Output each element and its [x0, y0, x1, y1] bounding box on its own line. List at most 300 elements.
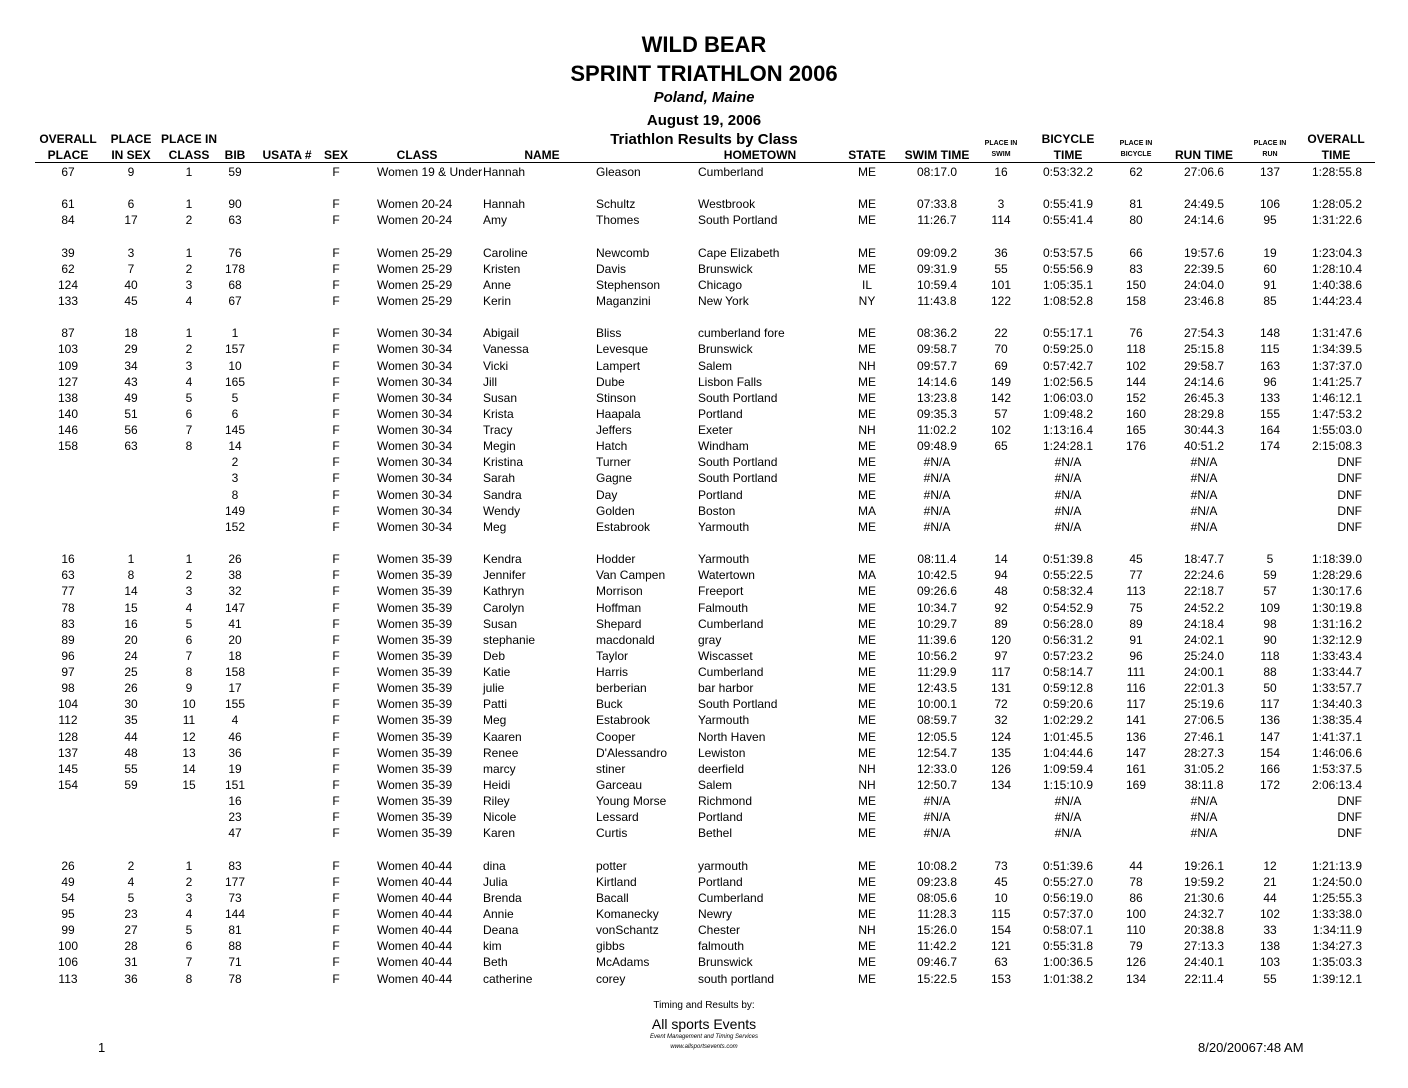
- cell-place-in-swim: 101: [990, 277, 1012, 292]
- cell-place-in-sex: 63: [124, 439, 138, 454]
- cell-bicycle-time: 1:06:03.0: [1042, 390, 1094, 405]
- cell-place-in-class: 7: [185, 648, 193, 663]
- cell-run-time: 22:24.6: [1183, 568, 1225, 583]
- cell-place-in-sex: 26: [124, 681, 138, 696]
- cell-first-name: Deb: [483, 648, 506, 663]
- timing-company: All sports Events: [651, 1016, 757, 1032]
- cell-run-time: 24:04.0: [1183, 277, 1225, 292]
- cell-run-time: 25:24.0: [1183, 648, 1225, 663]
- cell-class: Women 30-34: [377, 406, 453, 421]
- cell-overall-place: 63: [61, 568, 75, 583]
- cell-swim-time: 12:43.5: [916, 681, 958, 696]
- cell-swim-time: #N/A: [923, 455, 951, 470]
- cell-place-in-class: 1: [185, 326, 193, 341]
- cell-state: ME: [858, 971, 876, 986]
- cell-swim-time: 15:22.5: [916, 971, 958, 986]
- cell-first-name: Anne: [483, 277, 512, 292]
- header-place-sex-1: PLACE: [110, 132, 152, 146]
- cell-bib: 46: [228, 729, 242, 744]
- cell-sex: F: [332, 665, 340, 680]
- cell-place-in-class: 8: [185, 971, 193, 986]
- page-number: 1: [98, 1040, 106, 1055]
- cell-swim-time: 12:33.0: [916, 761, 958, 776]
- cell-overall-time: 1:28:10.4: [1311, 261, 1362, 276]
- cell-hometown: Newry: [698, 906, 733, 921]
- cell-run-time: 22:11.4: [1184, 971, 1224, 986]
- cell-swim-time: 08:59.7: [916, 713, 958, 728]
- cell-place-in-swim: 92: [994, 600, 1008, 615]
- cell-first-name: Meg: [483, 519, 507, 534]
- cell-sex: F: [332, 616, 340, 631]
- cell-overall-time: 1:34:39.5: [1311, 342, 1362, 357]
- cell-first-name: Sarah: [483, 471, 516, 486]
- cell-swim-time: 11:42.2: [917, 939, 957, 954]
- cell-place-in-sex: 15: [124, 600, 138, 615]
- table-row: [0, 567, 1408, 583]
- table-row: [0, 245, 1408, 261]
- cell-bib: 8: [231, 487, 239, 502]
- cell-hometown: Falmouth: [698, 600, 749, 615]
- cell-place-in-class: 4: [185, 906, 193, 921]
- cell-bicycle-time: 1:02:29.2: [1042, 713, 1094, 728]
- cell-overall-time: 2:06:13.4: [1311, 777, 1362, 792]
- cell-class: Women 35-39: [377, 600, 453, 615]
- cell-class: Women 35-39: [377, 616, 453, 631]
- cell-place-in-bicycle: 89: [1129, 616, 1143, 631]
- cell-hometown: New York: [698, 294, 749, 309]
- cell-place-in-class: 3: [185, 358, 193, 373]
- cell-sex: F: [332, 213, 340, 228]
- cell-place-in-run: 117: [1260, 697, 1280, 712]
- header-overall-time-2: TIME: [1321, 148, 1351, 162]
- table-row: [0, 712, 1408, 728]
- cell-overall-place: 96: [61, 648, 75, 663]
- cell-place-in-run: 33: [1263, 923, 1277, 938]
- cell-state: NY: [858, 294, 876, 309]
- cell-overall-place: 16: [61, 552, 75, 567]
- header-place-swim-1: PLACE IN: [984, 140, 1018, 147]
- cell-last-name: Estabrook: [596, 519, 651, 534]
- cell-sex: F: [332, 358, 340, 373]
- cell-state: MA: [858, 503, 876, 518]
- cell-first-name: Abigail: [483, 326, 520, 341]
- cell-swim-time: #N/A: [923, 826, 951, 841]
- header-usata: USATA #: [262, 148, 312, 162]
- cell-place-in-run: 172: [1259, 777, 1281, 792]
- cell-place-in-sex: 23: [124, 906, 138, 921]
- cell-state: ME: [858, 439, 876, 454]
- cell-overall-time: 1:30:19.8: [1311, 600, 1362, 615]
- cell-class: Women 35-39: [377, 648, 453, 663]
- cell-last-name: Stinson: [596, 390, 637, 405]
- cell-place-in-sex: 48: [124, 745, 138, 760]
- cell-state: ME: [858, 794, 876, 809]
- cell-first-name: Wendy: [483, 503, 521, 518]
- table-row: [0, 729, 1408, 745]
- cell-place-in-class: 5: [185, 616, 193, 631]
- table-row: [0, 487, 1408, 503]
- cell-hometown: Wiscasset: [698, 648, 753, 663]
- cell-hometown: North Haven: [698, 729, 766, 744]
- cell-place-in-bicycle: 147: [1125, 745, 1147, 760]
- cell-swim-time: 07:33.8: [916, 197, 958, 212]
- cell-first-name: Heidi: [483, 777, 511, 792]
- cell-bicycle-time: 1:01:45.5: [1042, 729, 1094, 744]
- cell-bib: 149: [224, 503, 246, 518]
- cell-state: ME: [858, 632, 876, 647]
- table-row: [0, 825, 1408, 841]
- cell-last-name: Turner: [596, 455, 631, 470]
- cell-place-in-swim: 114: [991, 213, 1011, 228]
- cell-swim-time: 11:02.2: [917, 423, 957, 438]
- cell-hometown: Brunswick: [698, 261, 753, 276]
- cell-run-time: 27:06.5: [1183, 713, 1225, 728]
- cell-sex: F: [332, 374, 340, 389]
- cell-class: Women 40-44: [377, 939, 453, 954]
- cell-first-name: Annie: [483, 906, 514, 921]
- cell-place-in-swim: 22: [994, 326, 1008, 341]
- cell-place-in-class: 1: [185, 552, 193, 567]
- cell-first-name: Julia: [483, 874, 508, 889]
- cell-place-in-swim: 153: [990, 971, 1012, 986]
- cell-overall-place: 62: [61, 261, 75, 276]
- cell-last-name: Harris: [596, 665, 628, 680]
- cell-place-in-swim: 72: [994, 697, 1008, 712]
- cell-place-in-swim: 45: [994, 874, 1008, 889]
- cell-first-name: Hannah: [483, 197, 526, 212]
- cell-place-in-bicycle: 81: [1129, 197, 1143, 212]
- cell-class: Women 35-39: [377, 777, 453, 792]
- cell-overall-place: 113: [58, 971, 78, 986]
- cell-hometown: Brunswick: [698, 342, 753, 357]
- cell-swim-time: 10:34.7: [916, 600, 958, 615]
- cell-swim-time: 08:17.0: [916, 165, 958, 179]
- cell-place-in-bicycle: 144: [1125, 374, 1147, 389]
- cell-swim-time: 09:35.3: [916, 406, 958, 421]
- cell-first-name: Hannah: [483, 165, 526, 179]
- cell-swim-time: #N/A: [923, 810, 951, 825]
- cell-place-in-run: 148: [1259, 326, 1281, 341]
- cell-state: NH: [858, 358, 876, 373]
- cell-hometown: Chicago: [698, 277, 743, 292]
- cell-hometown: Boston: [698, 503, 736, 518]
- cell-overall-time: DNF: [1337, 810, 1362, 825]
- cell-class: Women 40-44: [377, 955, 453, 970]
- cell-bib: 18: [228, 648, 242, 663]
- cell-run-time: 30:44.3: [1183, 423, 1225, 438]
- cell-run-time: 19:57.6: [1183, 245, 1225, 260]
- cell-place-in-sex: 28: [124, 939, 138, 954]
- cell-state: NH: [858, 777, 876, 792]
- cell-last-name: Haapala: [596, 406, 641, 421]
- cell-place-in-run: 59: [1263, 568, 1277, 583]
- cell-place-in-swim: 142: [990, 390, 1012, 405]
- cell-place-in-swim: 16: [994, 165, 1008, 179]
- cell-last-name: berberian: [596, 681, 647, 696]
- table-row: [0, 874, 1408, 890]
- cell-class: Women 30-34: [377, 455, 453, 470]
- cell-place-in-swim: 48: [994, 584, 1008, 599]
- cell-first-name: Susan: [483, 616, 518, 631]
- cell-state: ME: [858, 713, 876, 728]
- cell-overall-time: 1:38:35.4: [1311, 713, 1362, 728]
- cell-run-time: 23:46.8: [1183, 294, 1225, 309]
- cell-overall-place: 137: [57, 745, 79, 760]
- cell-overall-time: 1:34:11.9: [1312, 923, 1362, 938]
- cell-hometown: Portland: [698, 487, 743, 502]
- cell-state: NH: [858, 923, 876, 938]
- cell-bib: 78: [228, 971, 242, 986]
- cell-overall-time: 1:46:06.6: [1311, 745, 1362, 760]
- cell-hometown: Cumberland: [698, 165, 764, 179]
- cell-sex: F: [332, 487, 340, 502]
- cell-swim-time: 10:42.5: [916, 568, 958, 583]
- cell-hometown: Windham: [698, 439, 749, 454]
- cell-last-name: gibbs: [596, 939, 625, 954]
- cell-place-in-bicycle: 66: [1129, 245, 1143, 260]
- cell-bib: 10: [228, 358, 242, 373]
- cell-place-in-run: 106: [1259, 197, 1281, 212]
- cell-overall-place: 100: [57, 939, 79, 954]
- cell-overall-time: 1:28:05.2: [1311, 197, 1362, 212]
- table-row: [0, 374, 1408, 390]
- cell-run-time: 40:51.2: [1183, 439, 1225, 454]
- cell-place-in-sex: 45: [124, 294, 138, 309]
- cell-sex: F: [332, 761, 340, 776]
- cell-overall-time: 1:40:38.6: [1311, 277, 1362, 292]
- cell-swim-time: 10:29.7: [916, 616, 958, 631]
- cell-place-in-class: 3: [185, 277, 193, 292]
- cell-last-name: Garceau: [596, 777, 643, 792]
- cell-last-name: Shepard: [596, 616, 642, 631]
- table-row: [0, 358, 1408, 374]
- cell-place-in-swim: 94: [994, 568, 1008, 583]
- cell-bib: 151: [224, 777, 246, 792]
- cell-place-in-run: 174: [1259, 439, 1281, 454]
- cell-class: Women 40-44: [377, 890, 453, 905]
- table-row: [0, 971, 1408, 987]
- cell-bib: 23: [228, 810, 242, 825]
- cell-state: ME: [858, 584, 876, 599]
- cell-overall-time: 2:15:08.3: [1311, 439, 1362, 454]
- cell-state: ME: [858, 342, 876, 357]
- cell-bib: 144: [224, 906, 246, 921]
- cell-overall-time: 1:23:04.3: [1311, 245, 1362, 260]
- cell-place-in-bicycle: 134: [1125, 971, 1147, 986]
- cell-bib: 178: [224, 261, 246, 276]
- cell-overall-time: 1:30:17.6: [1311, 584, 1362, 599]
- cell-swim-time: 15:26.0: [916, 923, 958, 938]
- cell-hometown: South Portland: [698, 471, 778, 486]
- cell-state: ME: [858, 326, 876, 341]
- cell-bib: 17: [228, 681, 242, 696]
- table-row: [0, 438, 1408, 454]
- table-row: [0, 406, 1408, 422]
- cell-run-time: 19:26.1: [1183, 858, 1225, 873]
- cell-run-time: 24:14.6: [1183, 213, 1225, 228]
- cell-place-in-run: 166: [1259, 761, 1281, 776]
- table-row: [0, 261, 1408, 277]
- cell-first-name: Vicki: [483, 358, 509, 373]
- cell-place-in-bicycle: 96: [1129, 648, 1143, 663]
- cell-overall-time: 1:18:39.0: [1311, 552, 1362, 567]
- cell-place-in-swim: 69: [994, 358, 1008, 373]
- cell-run-time: 26:45.3: [1183, 390, 1225, 405]
- cell-place-in-swim: 10: [994, 890, 1008, 905]
- cell-bicycle-time: #N/A: [1054, 455, 1082, 470]
- cell-place-in-run: 98: [1263, 616, 1277, 631]
- cell-first-name: Kristina: [483, 455, 524, 470]
- cell-first-name: Carolyn: [483, 600, 525, 615]
- cell-first-name: Renee: [483, 745, 519, 760]
- cell-bib: 47: [228, 826, 242, 841]
- cell-overall-time: DNF: [1337, 519, 1362, 534]
- cell-first-name: Amy: [483, 213, 507, 228]
- cell-place-in-class: 12: [182, 729, 196, 744]
- cell-class: Women 35-39: [377, 665, 453, 680]
- cell-sex: F: [332, 439, 340, 454]
- cell-state: ME: [858, 390, 876, 405]
- cell-sex: F: [332, 600, 340, 615]
- cell-run-time: 24:40.1: [1183, 955, 1225, 970]
- cell-bib: 90: [228, 197, 242, 212]
- cell-state: ME: [858, 374, 876, 389]
- company-tagline: Event Management and Timing Services: [650, 1034, 758, 1040]
- cell-bicycle-time: #N/A: [1054, 794, 1082, 809]
- cell-place-in-sex: 5: [127, 890, 135, 905]
- cell-hometown: Cumberland: [698, 616, 764, 631]
- cell-place-in-bicycle: 86: [1129, 890, 1143, 905]
- cell-overall-time: 1:33:38.0: [1311, 906, 1362, 921]
- cell-sex: F: [332, 568, 340, 583]
- event-subtitle: SPRINT TRIATHLON 2006: [570, 61, 838, 86]
- cell-bib: 152: [224, 519, 246, 534]
- cell-place-in-run: 90: [1263, 632, 1277, 647]
- header-place-bike-1: PLACE IN: [1119, 140, 1153, 147]
- cell-place-in-bicycle: 110: [1126, 923, 1146, 938]
- header-overall-place-1: OVERALL: [39, 132, 97, 146]
- table-row: [0, 761, 1408, 777]
- cell-place-in-run: 103: [1259, 955, 1281, 970]
- cell-place-in-swim: 134: [990, 777, 1012, 792]
- cell-class: Women 30-34: [377, 326, 453, 341]
- cell-place-in-bicycle: 152: [1125, 390, 1147, 405]
- cell-run-time: 27:13.3: [1183, 939, 1225, 954]
- table-row: [0, 696, 1408, 712]
- cell-bib: 158: [224, 665, 246, 680]
- cell-place-in-bicycle: 100: [1125, 906, 1147, 921]
- cell-overall-time: DNF: [1337, 487, 1362, 502]
- table-row: [0, 600, 1408, 616]
- cell-class: Women 19 & Under: [377, 165, 483, 179]
- cell-overall-place: 39: [61, 245, 75, 260]
- cell-swim-time: 09:46.7: [916, 955, 958, 970]
- cell-swim-time: 09:58.7: [916, 342, 958, 357]
- cell-place-in-sex: 25: [124, 665, 138, 680]
- cell-place-in-swim: 32: [994, 713, 1008, 728]
- cell-run-time: #N/A: [1190, 519, 1218, 534]
- cell-bib: 16: [228, 794, 242, 809]
- cell-place-in-swim: 57: [994, 406, 1008, 421]
- cell-bib: 63: [228, 213, 242, 228]
- cell-state: ME: [858, 406, 876, 421]
- header-class: CLASS: [396, 148, 438, 162]
- cell-state: ME: [858, 955, 876, 970]
- header-place-class-2: CLASS: [168, 148, 210, 162]
- table-row: [0, 277, 1408, 293]
- cell-place-in-swim: 3: [997, 197, 1005, 212]
- table-row: [0, 503, 1408, 519]
- cell-place-in-bicycle: 126: [1125, 955, 1147, 970]
- cell-last-name: Thomes: [596, 213, 640, 228]
- cell-bib: 71: [228, 955, 242, 970]
- cell-place-in-swim: 65: [994, 439, 1008, 454]
- cell-overall-time: 1:33:44.7: [1311, 665, 1362, 680]
- cell-place-in-run: 95: [1263, 213, 1277, 228]
- header-place-class-1: PLACE IN: [160, 132, 218, 146]
- cell-sex: F: [332, 197, 340, 212]
- cell-place-in-class: 1: [185, 858, 193, 873]
- cell-place-in-swim: 97: [994, 648, 1008, 663]
- cell-sex: F: [332, 406, 340, 421]
- cell-place-in-swim: 55: [994, 261, 1008, 276]
- cell-place-in-sex: 8: [127, 568, 135, 583]
- cell-place-in-class: 1: [185, 245, 193, 260]
- cell-place-in-run: 102: [1259, 906, 1281, 921]
- cell-last-name: Bliss: [596, 326, 622, 341]
- cell-place-in-sex: 9: [127, 165, 135, 179]
- cell-bicycle-time: 0:55:22.5: [1042, 568, 1094, 583]
- header-place-run-2: RUN: [1262, 151, 1278, 158]
- cell-place-in-sex: 59: [124, 777, 138, 792]
- cell-overall-time: 1:28:55.8: [1311, 165, 1362, 179]
- table-row: [0, 341, 1408, 357]
- cell-place-in-bicycle: 160: [1125, 406, 1147, 421]
- cell-state: ME: [858, 826, 876, 841]
- cell-overall-time: 1:35:03.3: [1311, 955, 1362, 970]
- cell-run-time: #N/A: [1190, 487, 1218, 502]
- cell-first-name: Kerin: [483, 294, 512, 309]
- cell-bib: 2: [231, 455, 239, 470]
- cell-bicycle-time: #N/A: [1054, 810, 1082, 825]
- cell-class: Women 35-39: [377, 810, 453, 825]
- cell-sex: F: [332, 939, 340, 954]
- cell-place-in-swim: 126: [990, 761, 1012, 776]
- cell-class: Women 25-29: [377, 277, 453, 292]
- cell-first-name: catherine: [483, 971, 533, 986]
- cell-bicycle-time: 0:59:25.0: [1042, 342, 1094, 357]
- cell-state: ME: [858, 213, 876, 228]
- cell-last-name: Buck: [596, 697, 623, 712]
- cell-place-in-swim: 149: [990, 374, 1012, 389]
- table-row: [0, 212, 1408, 228]
- cell-sex: F: [332, 165, 340, 179]
- cell-place-in-swim: 115: [991, 906, 1011, 921]
- cell-bib: 4: [231, 713, 239, 728]
- cell-place-in-class: 2: [185, 261, 193, 276]
- cell-hometown: falmouth: [698, 939, 745, 954]
- cell-overall-time: DNF: [1337, 794, 1362, 809]
- cell-class: Women 20-24: [377, 197, 453, 212]
- cell-place-in-class: 6: [185, 939, 193, 954]
- table-row: [0, 745, 1408, 761]
- cell-bib: 68: [228, 277, 242, 292]
- cell-state: ME: [858, 455, 876, 470]
- cell-state: ME: [858, 729, 876, 744]
- cell-place-in-run: 133: [1259, 390, 1281, 405]
- cell-overall-place: 97: [61, 665, 75, 680]
- cell-state: ME: [858, 858, 876, 873]
